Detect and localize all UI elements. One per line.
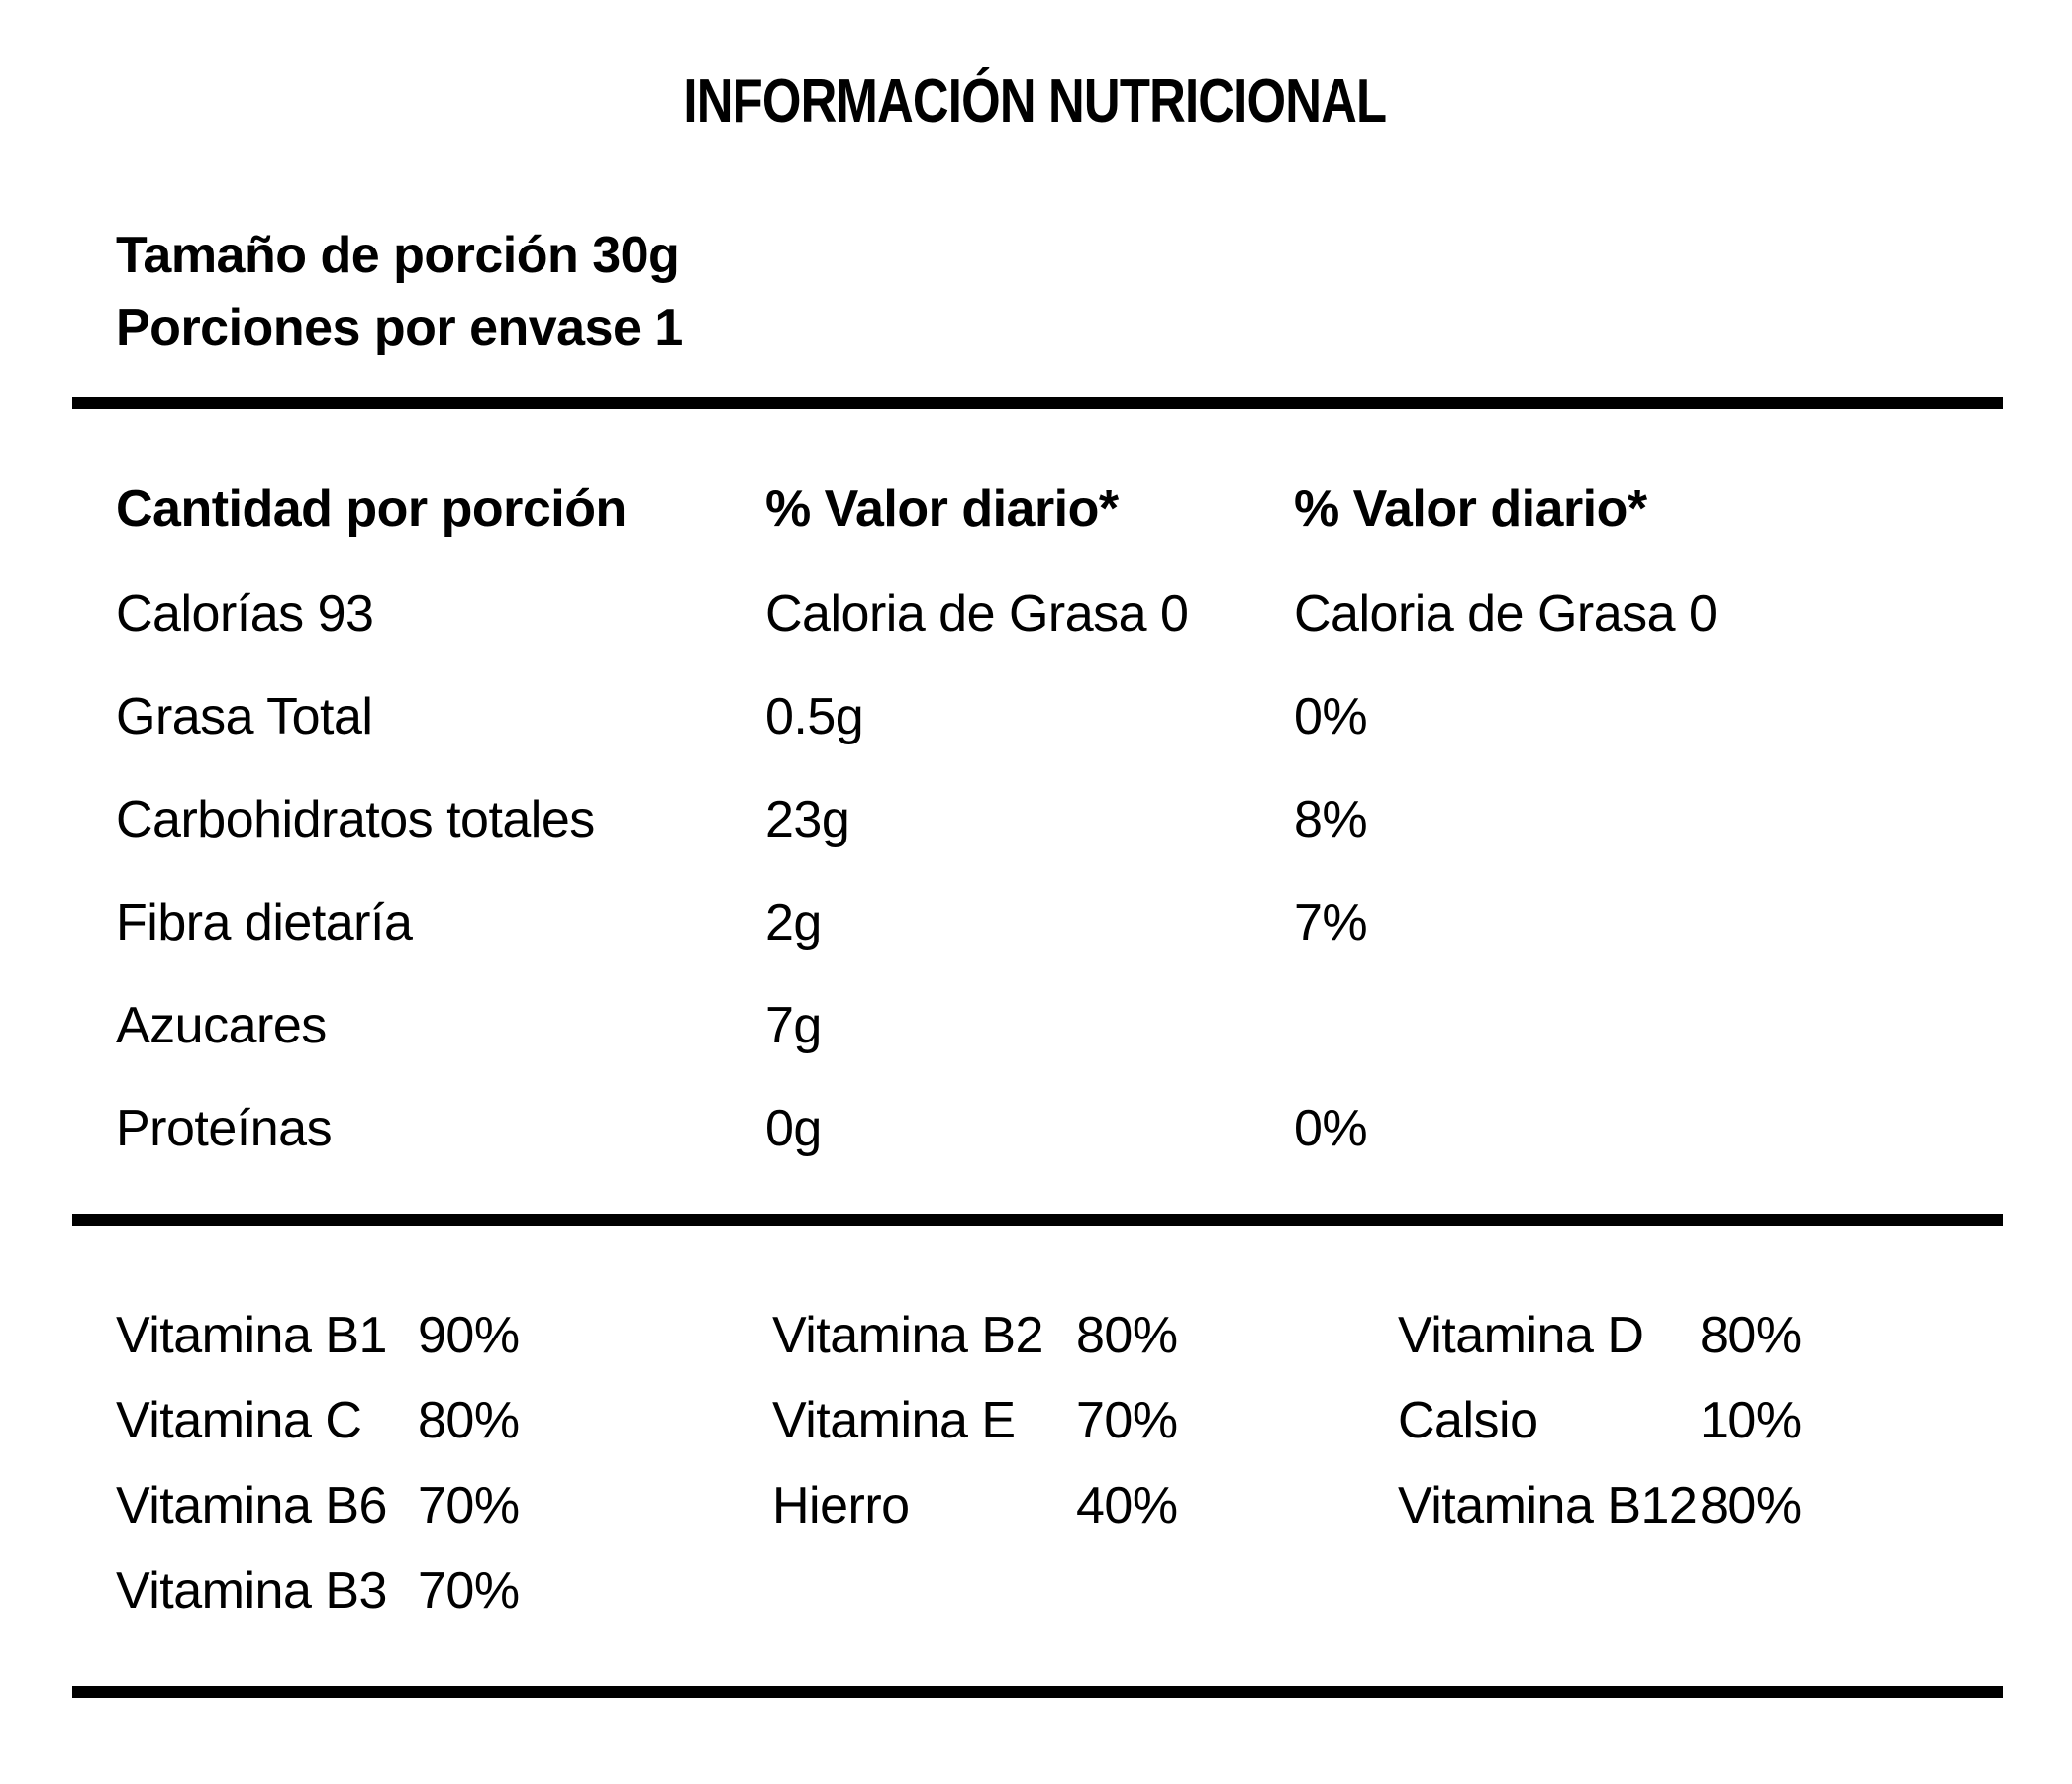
vitamin-name: Hierro [772,1477,910,1535]
vitamin-name: Vitamina B6 [116,1477,387,1535]
nutrient-daily-value: 0% [1294,688,1368,745]
vitamin-name: Vitamina C [116,1392,362,1449]
nutrient-name: Azucares [116,997,327,1054]
nutrient-amount: 7g [765,997,822,1054]
vitamin-percent: 80% [1700,1477,1802,1535]
nutrient-amount: 2g [765,894,822,951]
vitamin-percent: 90% [418,1307,520,1364]
vitamin-percent: 80% [418,1392,520,1449]
nutrient-name: Carbohidratos totales [116,791,595,848]
nutrient-amount: 23g [765,791,850,848]
nutrient-name: Proteínas [116,1100,333,1157]
label-title: INFORMACIÓN NUTRICIONAL [683,67,1387,136]
nutrient-name: Fibra dietaría [116,894,413,951]
header-amount-per-serving: Cantidad por porción [116,480,627,538]
vitamin-percent: 80% [1700,1307,1802,1364]
nutrient-daily-value: 0% [1294,1100,1368,1157]
vitamin-name: Vitamina B3 [116,1562,387,1620]
vitamin-percent: 10% [1700,1392,1802,1449]
servings-per-container: Porciones por envase 1 [116,299,683,356]
vitamin-name: Vitamina D [1398,1307,1644,1364]
divider-middle [72,1214,2003,1226]
vitamin-name: Calsio [1398,1392,1538,1449]
vitamin-percent: 70% [418,1562,520,1620]
vitamin-name: Vitamina B1 [116,1307,387,1364]
vitamin-percent: 80% [1076,1307,1178,1364]
nutrient-daily-value: Caloria de Grasa 0 [1294,585,1718,643]
divider-bottom [72,1686,2003,1698]
header-daily-value-2: % Valor diario* [1294,480,1647,538]
vitamin-percent: 70% [1076,1392,1178,1449]
vitamin-name: Vitamina B12 [1398,1477,1698,1535]
serving-size: Tamaño de porción 30g [116,227,680,284]
vitamin-percent: 70% [418,1477,520,1535]
nutrient-daily-value: 8% [1294,791,1368,848]
nutrient-name: Calorías 93 [116,585,374,643]
vitamin-percent: 40% [1076,1477,1178,1535]
nutrient-name: Grasa Total [116,688,373,745]
nutrient-amount: 0g [765,1100,822,1157]
vitamin-name: Vitamina E [772,1392,1016,1449]
nutrient-amount: Caloria de Grasa 0 [765,585,1189,643]
nutrient-daily-value: 7% [1294,894,1368,951]
vitamin-name: Vitamina B2 [772,1307,1043,1364]
header-daily-value-1: % Valor diario* [765,480,1119,538]
divider-top [72,397,2003,409]
nutrient-amount: 0.5g [765,688,864,745]
